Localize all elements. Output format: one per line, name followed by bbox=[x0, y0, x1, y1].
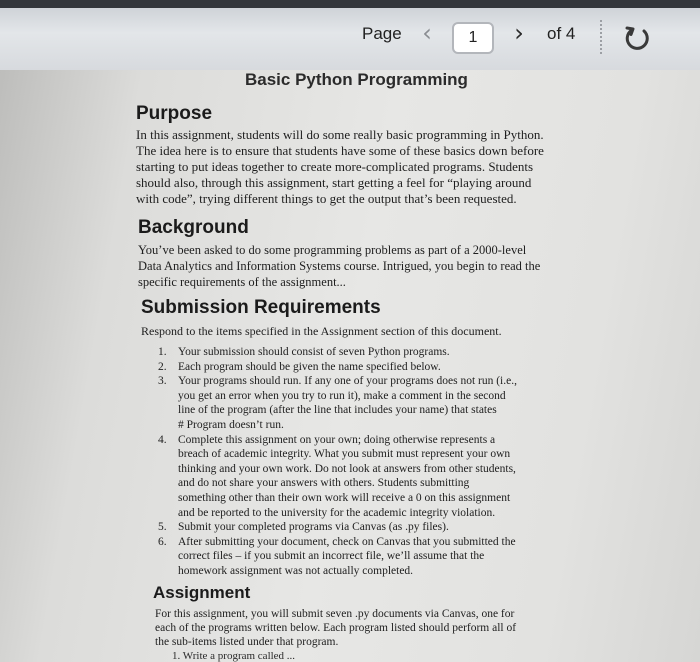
list-item: 6. After submitting your document, check on Canvas that you submitted the correct files – if you submit an incorrect file, we’ll assume that the homework assignment was not actually completed. bbox=[158, 535, 516, 577]
background-paragraph bbox=[138, 242, 578, 290]
chevron-right-icon: › bbox=[514, 19, 524, 47]
page-number: 1 bbox=[468, 29, 478, 46]
list-item: 2. Each program should be given the name specified below. bbox=[158, 360, 441, 373]
assignment-line: each of the programs written below. Each program listed should perform all of bbox=[155, 622, 517, 634]
toolbar-divider bbox=[600, 20, 602, 54]
list-item: 3. Your programs should run. If any one of your programs does not run (i.e., you get an error when you try to run it), make a comment in the second line of the program (after the line that includes your name) that states # Program doesn’t run. bbox=[158, 375, 517, 431]
refresh-button[interactable] bbox=[619, 20, 655, 56]
purpose-line: In this assignment, students will do some really basic programming in Python. bbox=[136, 127, 544, 142]
assignment-partial-line: 1. Write a program called ... bbox=[172, 650, 296, 662]
next-page-button[interactable] bbox=[508, 18, 530, 48]
background-line: specific requirements of the assignment... bbox=[138, 275, 346, 289]
submission-intro: Respond to the items specified in the Assignment section of this document. bbox=[141, 324, 502, 338]
list-item: 1. Your submission should consist of seven Python programs. bbox=[158, 346, 450, 358]
background-line: Data Analytics and Information Systems course. Intrigued, you begin to read the bbox=[138, 259, 541, 273]
page-number-input[interactable] bbox=[452, 22, 494, 54]
purpose-heading: Purpose bbox=[136, 103, 213, 124]
purpose-paragraph bbox=[136, 127, 576, 207]
purpose-line: should also, through this assignment, start getting a feel for “playing around bbox=[136, 175, 532, 190]
previous-page-button[interactable] bbox=[416, 18, 438, 48]
submission-requirements-list bbox=[158, 345, 573, 579]
assignment-line: the sub-items listed under that program. bbox=[155, 636, 339, 648]
chevron-left-icon: ‹ bbox=[422, 19, 432, 47]
assignment-heading: Assignment bbox=[153, 583, 251, 602]
list-item: 4. Complete this assignment on your own; doing otherwise represents a breach of academic integrity. What you submit must represent your own thinking and your own work. Do not look at answers from other students, and do not share your answers with others. Students submitting something other than their own work will receive a 0 on this assignment and be reported to the university for the academic integrity violation. bbox=[158, 433, 516, 519]
viewer-toolbar bbox=[0, 0, 700, 70]
refresh-icon bbox=[619, 20, 655, 56]
purpose-line: with code”, trying different things to get the output that’s been requested. bbox=[136, 191, 517, 206]
assignment-line: For this assignment, you will submit seven .py documents via Canvas, one for bbox=[155, 608, 515, 620]
page-count-label: of 4 bbox=[547, 24, 576, 43]
list-item: 5. Submit your completed programs via Canvas (as .py files). bbox=[158, 521, 449, 534]
purpose-line: starting to put ideas together to create more-complicated programs. Students bbox=[136, 159, 534, 174]
page-label: Page bbox=[362, 24, 402, 43]
submission-heading: Submission Requirements bbox=[141, 297, 381, 318]
assignment-paragraph bbox=[155, 607, 585, 649]
background-line: You’ve been asked to do some programming problems as part of a 2000-level bbox=[138, 243, 527, 257]
background-heading: Background bbox=[138, 217, 249, 238]
document-title: Basic Python Programming bbox=[245, 70, 468, 89]
purpose-line: The idea here is to ensure that students have some of these basics down before bbox=[136, 143, 544, 158]
